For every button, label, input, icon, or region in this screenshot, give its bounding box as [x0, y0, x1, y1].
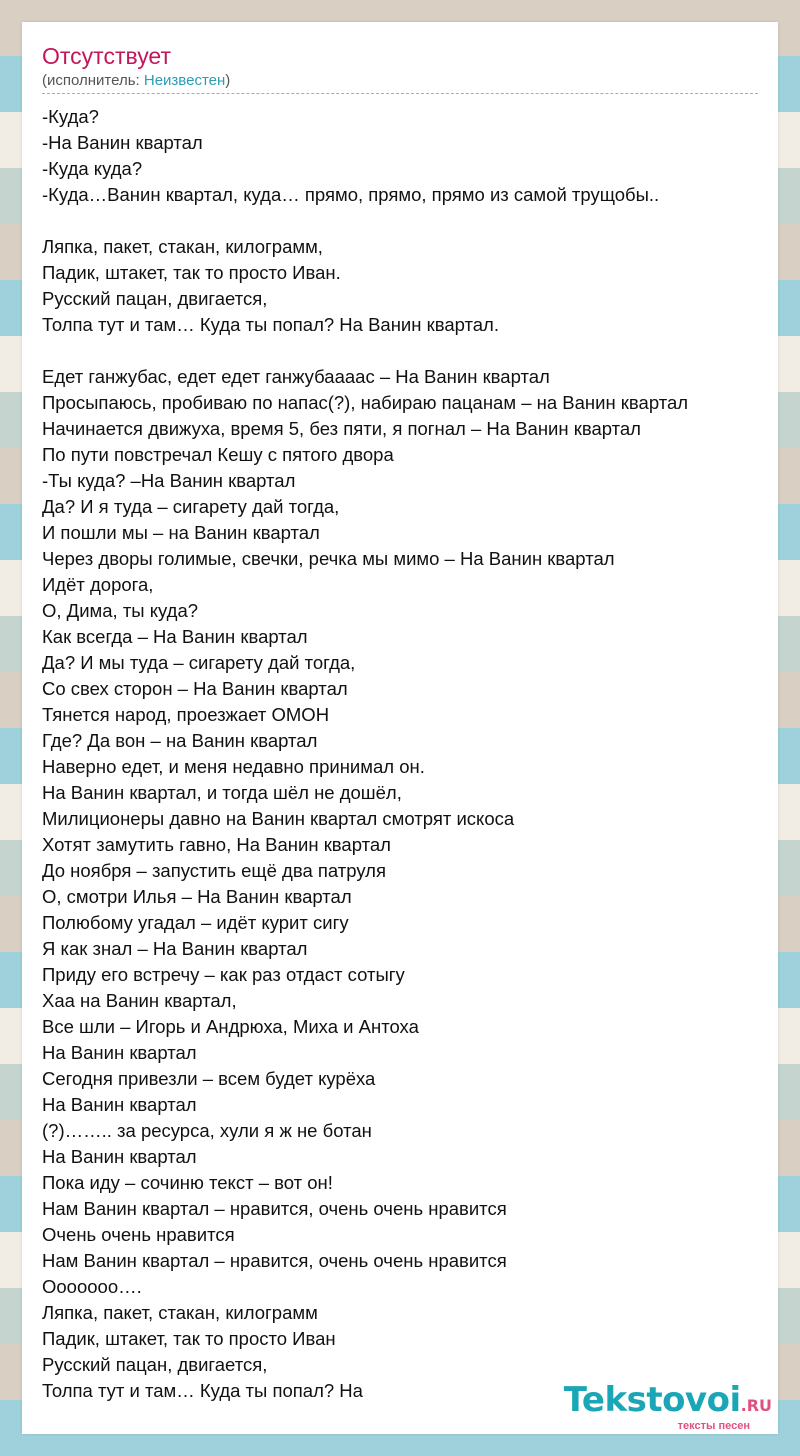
lyric-blank-line [42, 338, 758, 364]
lyric-line: (?)…….. за ресурса, хули я ж не ботан [42, 1120, 372, 1141]
lyric-line: Начинается движуха, время 5, без пяти, я погнал – На Ванин квартал [42, 418, 641, 439]
title-divider [42, 93, 758, 94]
lyric-line: Где? Да вон – на Ванин квартал [42, 730, 318, 751]
lyric-line: Очень очень нравится [42, 1224, 235, 1245]
artist-suffix: ) [225, 72, 231, 89]
lyric-line: Приду его встречу – как раз отдаст сотыгу [42, 964, 405, 985]
lyric-line: О, смотри Илья – На Ванин квартал [42, 886, 352, 907]
lyric-line: Падик, штакет, так то просто Иван [42, 1328, 336, 1349]
lyric-line: Полюбому угадал – идёт курит сигу [42, 912, 349, 933]
logo-tagline: тексты песен [677, 1420, 750, 1432]
lyric-line: -Куда куда? [42, 158, 143, 179]
lyric-line: Милиционеры давно на Ванин квартал смотрят искоса [42, 808, 515, 829]
lyric-line: Толпа тут и там… Куда ты попал? На [42, 1380, 363, 1401]
lyrics-text [42, 104, 758, 1404]
artist-prefix: (исполнитель: [42, 72, 144, 89]
lyric-line: На Ванин квартал, и тогда шёл не дошёл, [42, 782, 402, 803]
song-title: Отсутствует [42, 43, 171, 69]
lyric-line: Нам Ванин квартал – нравится, очень очень нравится [42, 1198, 507, 1219]
lyric-line: Ооооооо…. [42, 1276, 142, 1297]
lyric-line: Да? И мы туда – сигарету дай тогда, [42, 652, 356, 673]
lyric-line: На Ванин квартал [42, 1094, 197, 1115]
lyric-line: И пошли мы – на Ванин квартал [42, 522, 320, 543]
lyric-line: Нам Ванин квартал – нравится, очень очень нравится [42, 1250, 507, 1271]
lyric-line: Толпа тут и там… Куда ты попал? На Ванин квартал. [42, 314, 499, 335]
lyric-line: На Ванин квартал [42, 1042, 197, 1063]
lyric-line: Тянется народ, проезжает ОМОН [42, 704, 330, 725]
lyric-line: По пути повстречал Кешу с пятого двора [42, 444, 394, 465]
lyric-line: Идёт дорога, [42, 574, 154, 595]
lyric-line: Хаа на Ванин квартал, [42, 990, 237, 1011]
lyric-line: -Ты куда? –На Ванин квартал [42, 470, 296, 491]
lyric-line: -Куда? [42, 106, 99, 127]
lyric-line: Через дворы голимые, свечки, речка мы мимо – На Ванин квартал [42, 548, 615, 569]
lyric-line: О, Дима, ты куда? [42, 600, 199, 621]
lyric-line: Русский пацан, двигается, [42, 1354, 268, 1375]
lyric-line: Русский пацан, двигается, [42, 288, 268, 309]
lyric-line: Ляпка, пакет, стакан, килограмм, [42, 236, 323, 257]
lyric-line: Я как знал – На Ванин квартал [42, 938, 308, 959]
artist-line [42, 71, 758, 91]
lyric-line: Падик, штакет, так то просто Иван. [42, 262, 341, 283]
lyric-line: Пока иду – сочиню текст – вот он! [42, 1172, 333, 1193]
lyric-line: Просыпаюсь, пробиваю по напас(?), набираю пацанам – на Ванин квартал [42, 392, 689, 413]
lyric-line: Ляпка, пакет, стакан, килограмм [42, 1302, 318, 1323]
logo-name: Tekstovoi [563, 1380, 741, 1420]
lyric-line: Да? И я туда – сигарету дай тогда, [42, 496, 340, 517]
site-logo[interactable] [564, 1382, 772, 1432]
lyric-line: Со свех сторон – На Ванин квартал [42, 678, 348, 699]
lyric-line: Едет ганжубас, едет едет ганжубаааас – На Ванин квартал [42, 366, 550, 387]
lyric-blank-line [42, 208, 758, 234]
lyric-line: -На Ванин квартал [42, 132, 203, 153]
lyric-line: Все шли – Игорь и Андрюха, Миха и Антоха [42, 1016, 419, 1037]
lyric-line: До ноября – запустить ещё два патруля [42, 860, 386, 881]
lyrics-card [22, 22, 778, 1434]
lyric-line: -Куда…Ванин квартал, куда… прямо, прямо, прямо из самой трущобы.. [42, 184, 660, 205]
artist-link[interactable]: Неизвестен [143, 72, 226, 89]
lyric-line: Сегодня привезли – всем будет курёха [42, 1068, 376, 1089]
logo-tld: .RU [740, 1396, 772, 1415]
lyric-line: Как всегда – На Ванин квартал [42, 626, 308, 647]
lyric-line: Хотят замутить гавно, На Ванин квартал [42, 834, 391, 855]
lyric-line: На Ванин квартал [42, 1146, 197, 1167]
logo-wordmark [564, 1382, 772, 1424]
lyric-line: Наверно едет, и меня недавно принимал он. [42, 756, 425, 777]
